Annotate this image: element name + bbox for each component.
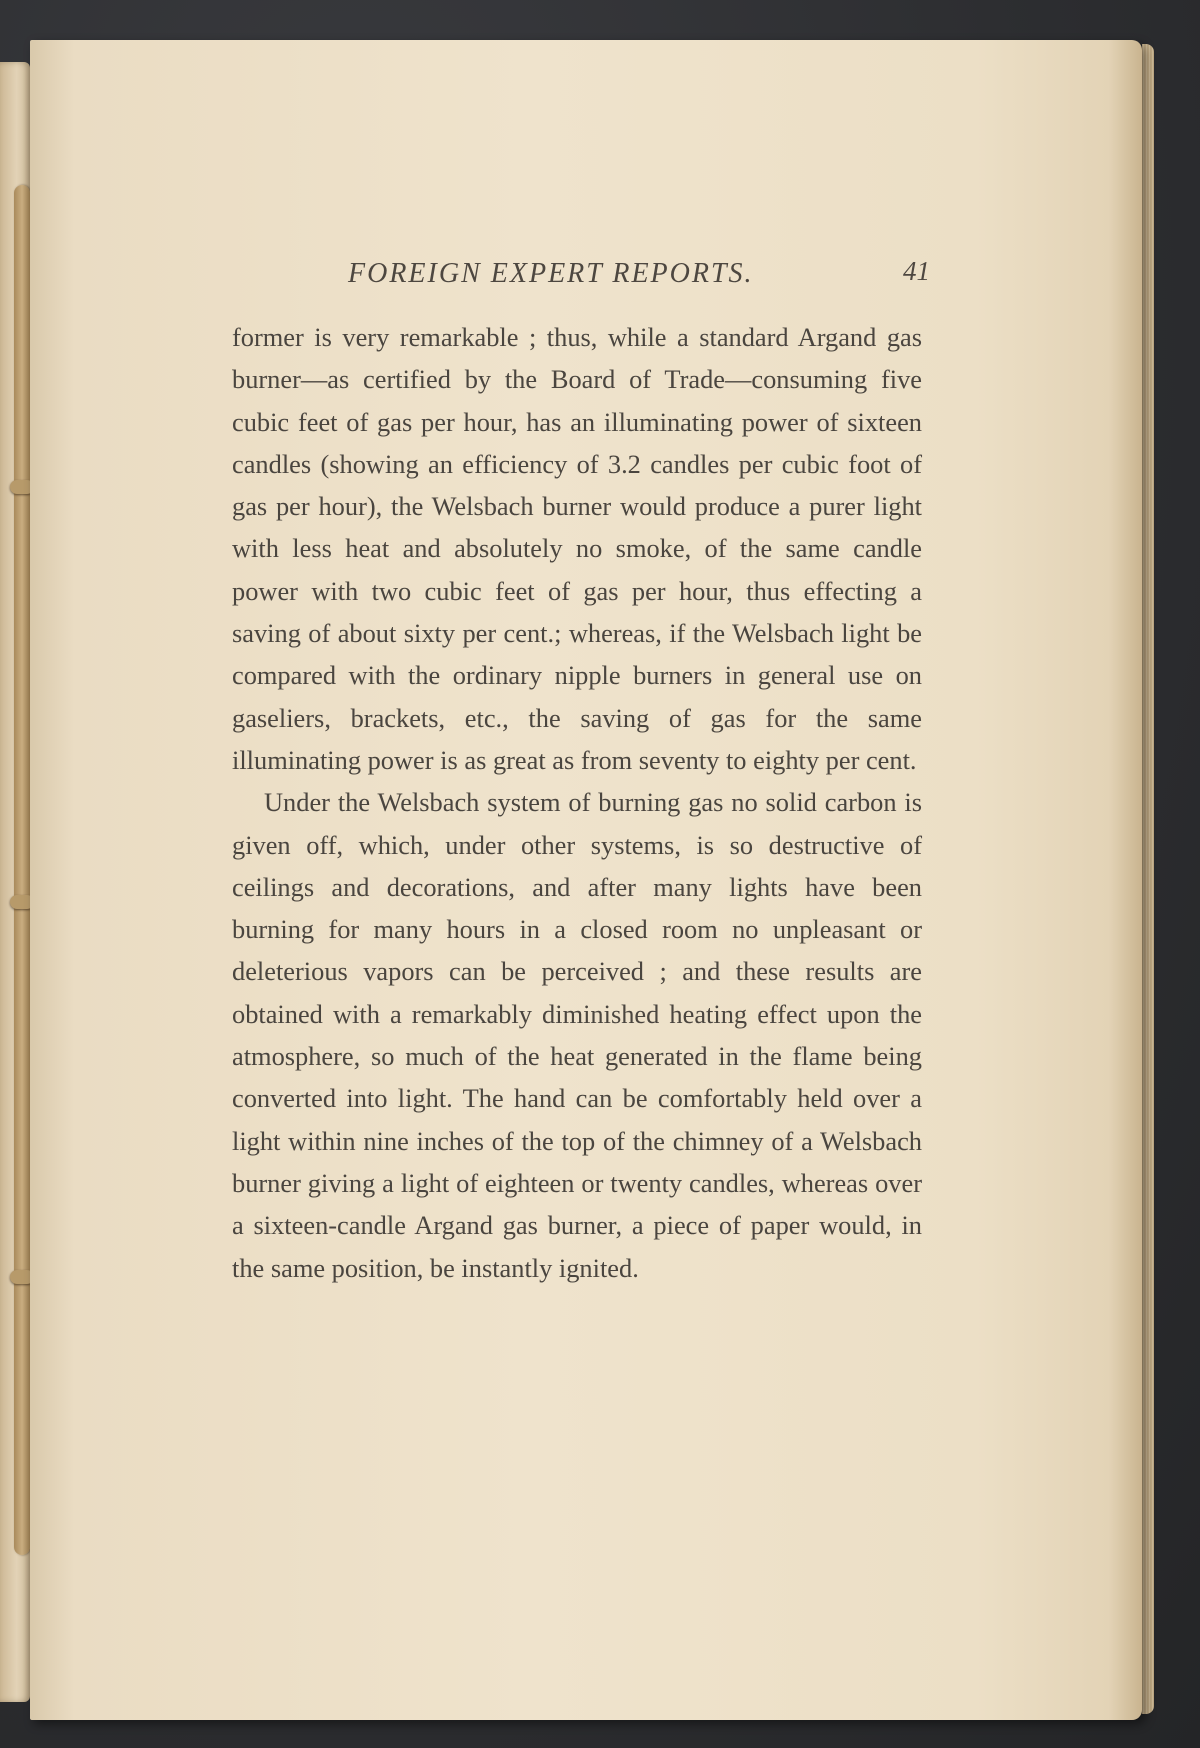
page-number: 41 xyxy=(903,256,930,286)
page-stack-edge xyxy=(1142,44,1154,1714)
paragraph: former is very remarkable ; thus, while a standard Argand gas burner—as certified by the Board of Trade—consuming five cubic feet of gas per hour, has an illuminating power of sixteen candles (showing an efficiency of 3.2 candles per cubic foot of gas per hour), the Welsbach burner would produce a purer light with less heat and absolutely no smoke, of the same candle power with two cubic feet of gas per hour, thus effecting a saving of about sixty per cent.; whereas, if the Welsbach light be compared with the ordinary nipple burners in general use on gaseliers, brackets, etc., the saving of gas for the same illuminating power is as great as from seventy to eighty per cent. xyxy=(232,322,922,775)
page-text xyxy=(232,316,922,1289)
paragraph: Under the Welsbach system of burning gas no solid carbon is given off, which, under other systems, is so destructive of ceilings and decorations, and after many lights have been burning for many hours in a closed room no unpleasant or deleterious vapors can be perceived ; and these results are obtained with a remarkably diminished heating effect upon the atmosphere, so much of the heat generated in the flame being converted into light. The hand can be comfortably held over a light within nine inches of the top of the chimney of a Welsbach burner giving a light of eighteen or twenty candles, whereas over a sixteen-candle Argand gas burner, a piece of paper would, in the same position, be instantly ignited. xyxy=(232,787,922,1283)
page-header xyxy=(340,250,940,300)
book-spine-binding xyxy=(14,185,30,1555)
running-title: FOREIGN EXPERT REPORTS. xyxy=(348,258,754,289)
